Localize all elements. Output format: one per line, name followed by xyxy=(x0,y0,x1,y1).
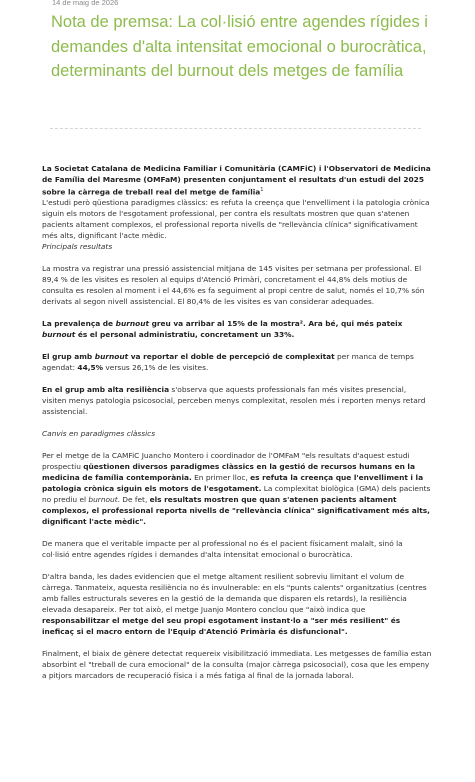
text-run: D'altra banda, les dades evidencien que el metge altament resilient sobreviu limitant el volum de càrrega. Tanmateix, aquesta resiliència no és invulnerable: en els "punts calents" organitzatius (centres amb falles estructurals severes en la gestió de la demanda que disparen els retards), la resiliència elevada desapareix. Per tot això, el metge Juanjo Montero conclou que "això indica que xyxy=(42,572,427,615)
burnout-prevalence-paragraph xyxy=(42,318,432,340)
article-body xyxy=(42,163,432,692)
text-run: . De fet, xyxy=(117,495,150,505)
intro-text: L'estudi però qüestiona paradigmes clàssics: es refuta la creença que l'envelliment i la patologia crònica siguin els motors de l'esgotament professional, per contra els resultats mostren que quan s'atenen pacients altament complexos, el professional reporta nivells de "rellevància clínica" significativament més alts, dignificant l'acte mèdic. xyxy=(42,198,430,241)
text-run: qüestionen diversos paradigmes clàssics en la gestió de recursos humans en la medicina de família contemporània. xyxy=(42,462,415,483)
text-run: per manca de temps agendat: xyxy=(42,352,414,373)
text-run: greu va arribar al 15% de la mostra xyxy=(149,319,300,329)
page-title: Nota de premsa: La col·lisió entre agendes rígides i demandes d'alta intensitat emocional o burocràtica, determinants del burnout dels metges de família xyxy=(51,13,428,80)
text-run: va reportar el doble de percepció de complexitat xyxy=(128,352,335,362)
text-run: es refuta la creença que l'envelliment i la patologia crònica siguin els motors de l'esgotament. xyxy=(42,473,424,494)
quote-paragraph xyxy=(42,450,432,527)
section-heading-canvis-wrap xyxy=(42,428,432,439)
text-run: és el personal administratiu, concretament un 33%. xyxy=(75,330,295,340)
text-run: ². Ara bé, qui més pateix xyxy=(299,319,403,329)
resilience-limits-paragraph xyxy=(42,571,432,637)
text-run: Per el metge de la CAMFiC Juancho Montero i coordinador de l'OMFaM "els resultats d'aquest estudi prospectiu xyxy=(42,451,410,472)
text-run: burnout xyxy=(94,352,129,362)
impact-paragraph: De manera que el veritable impacte per al professional no és el pacient físicament malalt, sinó la col·lisió entre agendes rígides i demandes d'alta intensitat emocional o burocràtica. xyxy=(42,539,403,560)
text-run: s'observa que aquests professionals fan més visites presencial, visiten menys patologia psicosocial, perceben menys complexitat, resolen més i reporten menys retard assistencial. xyxy=(42,385,426,417)
text-run: En el grup amb alta resiliència xyxy=(42,385,170,395)
section-heading-canvis: Canvis en paradigmes clàssics xyxy=(42,429,156,439)
footnote-ref: 1 xyxy=(260,187,264,193)
title-divider xyxy=(50,128,421,129)
text-run: burnout xyxy=(88,495,118,505)
intro-lead: La Societat Catalana de Medicina Familiar i Comunitària (CAMFiC) i l'Observatori de Medicina de Família del Maresme (OMFaM) presenten conjuntament el resultats d'un estudi del 2025 sobre la càrrega de treball real del metge de família xyxy=(42,164,431,197)
text-run: En primer lloc, xyxy=(191,473,251,483)
text-run: responsabilitzar el metge del seu propi esgotament instant·lo a "ser més resilient" és ineficaç si el macro entorn de l'Equip d'Atenció Primària és disfuncional". xyxy=(42,616,401,637)
section-heading-results: Principals resultats xyxy=(42,242,113,252)
burnout-group-paragraph xyxy=(42,351,432,373)
text-run: els resultats mostren que quan s'atenen pacients altament complexos, el professional reporta nivells de "rellevància clínica" significativament més alts, dignificant l'acte mèdic". xyxy=(42,495,430,527)
intro-paragraph xyxy=(42,163,432,252)
gender-bias-paragraph: Finalment, el biaix de gènere detectat requereix visibilització immediata. Les metgesses de família estan absorbint el "treball de cura emocional" de la consulta (major càrrega psicosocial), cosa que les empeny a pitjors marcadors de recuperació física i a més fatiga al final de la jornada laboral. xyxy=(42,649,432,681)
resilience-paragraph xyxy=(42,384,432,417)
publication-date: 14 de maig de 2026 xyxy=(52,0,119,7)
text-run: El grup amb xyxy=(42,352,95,362)
text-run: burnout xyxy=(42,330,76,340)
results-paragraph: La mostra va registrar una pressió assistencial mitjana de 145 visites per setmana per professional. El 89,4 % de les visites es resolen al equips d'Atenció Primàri, concretament el 44,8% dels motius de consulta es resolen al moment i el 44,6% es fa seguiment al propi centre de salut, només el 10,7% són derivats al segon nivell assistencial. El 80,4% de les visites es van considerar adequades. xyxy=(42,264,425,307)
text-run: La complexitat biològica (GMA) dels pacients no prediu el xyxy=(42,484,431,505)
text-run: burnout xyxy=(115,319,149,329)
text-run: versus 26,1% de les visites. xyxy=(103,363,209,373)
text-run: 44,5% xyxy=(77,363,104,373)
text-run: La prevalença de xyxy=(42,319,116,329)
